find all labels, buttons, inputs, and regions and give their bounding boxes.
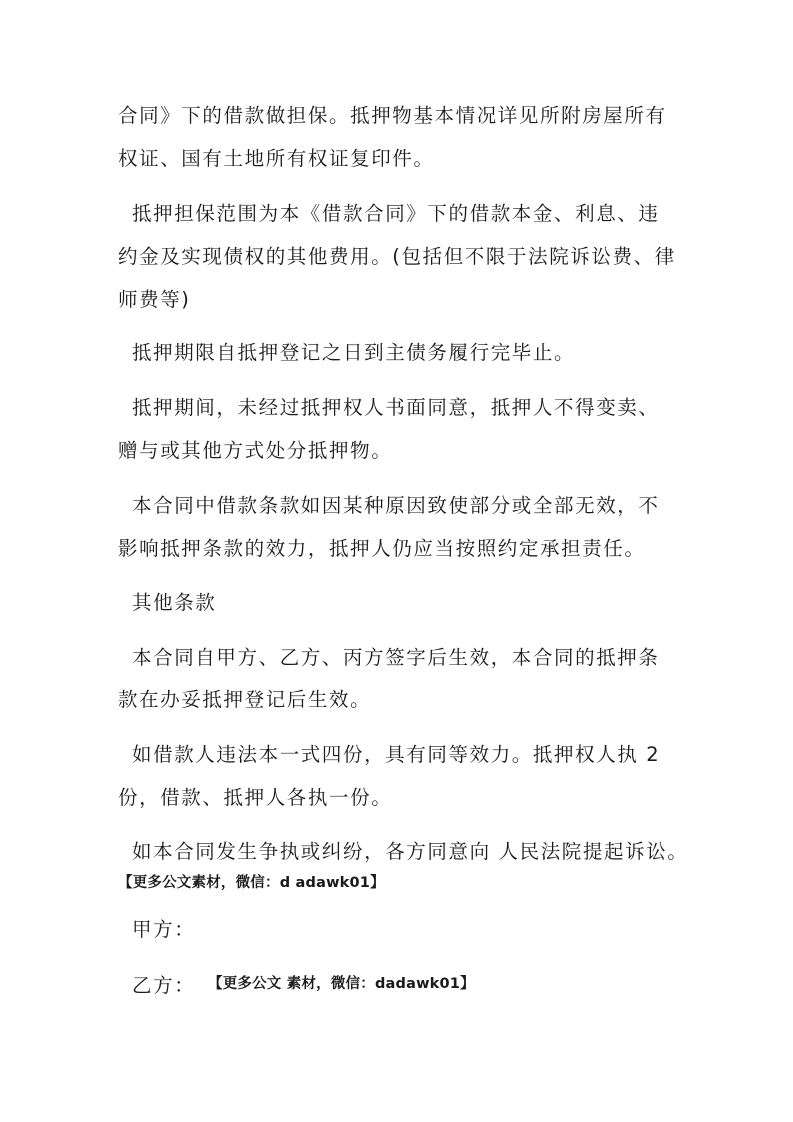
watermark-note: 【更多公文 素材，微信：dadawk01】: [208, 976, 475, 992]
body-line: 合同》下的借款做担保。抵押物基本情况详见所附房屋所有: [118, 104, 667, 127]
body-line: 师费等): [118, 288, 191, 311]
body-line: 权证、国有土地所有权证复印件。: [118, 147, 435, 170]
body-line: 抵押担保范围为本《借款合同》下的借款本金、利息、违: [132, 202, 660, 225]
body-line: 如本合同发生争执或纠纷，各方同意向 人民法院提起诉讼。: [132, 840, 689, 863]
watermark-note: 【更多公文素材，微信：d adawk01】: [118, 875, 385, 891]
body-line: 份，借款、抵押人各执一份。: [118, 786, 393, 809]
party-b-label: 乙方：: [132, 974, 196, 997]
body-line: 约金及实现债权的其他费用。(包括但不限于法院诉讼费、律: [118, 245, 676, 268]
body-line: 本合同自甲方、乙方、丙方签字后生效，本合同的抵押条: [132, 646, 660, 669]
body-line: 本合同中借款条款如因某种原因致使部分或全部无效，不: [132, 494, 660, 517]
body-line: 抵押期限自抵押登记之日到主债务履行完毕止。: [132, 341, 576, 364]
body-line: 款在办妥抵押登记后生效。: [118, 688, 372, 711]
section-heading: 其他条款: [132, 591, 217, 614]
party-a-label: 甲方：: [132, 918, 196, 941]
body-line: 抵押期间，未经过抵押权人书面同意，抵押人不得变卖、: [132, 396, 660, 419]
body-line: 影响抵押条款的效力，抵押人仍应当按照约定承担责任。: [118, 537, 646, 560]
body-line: 赠与或其他方式处分抵押物。: [118, 439, 393, 462]
body-line: 如借款人违法本一式四份，具有同等效力。抵押权人执 2: [132, 743, 661, 766]
